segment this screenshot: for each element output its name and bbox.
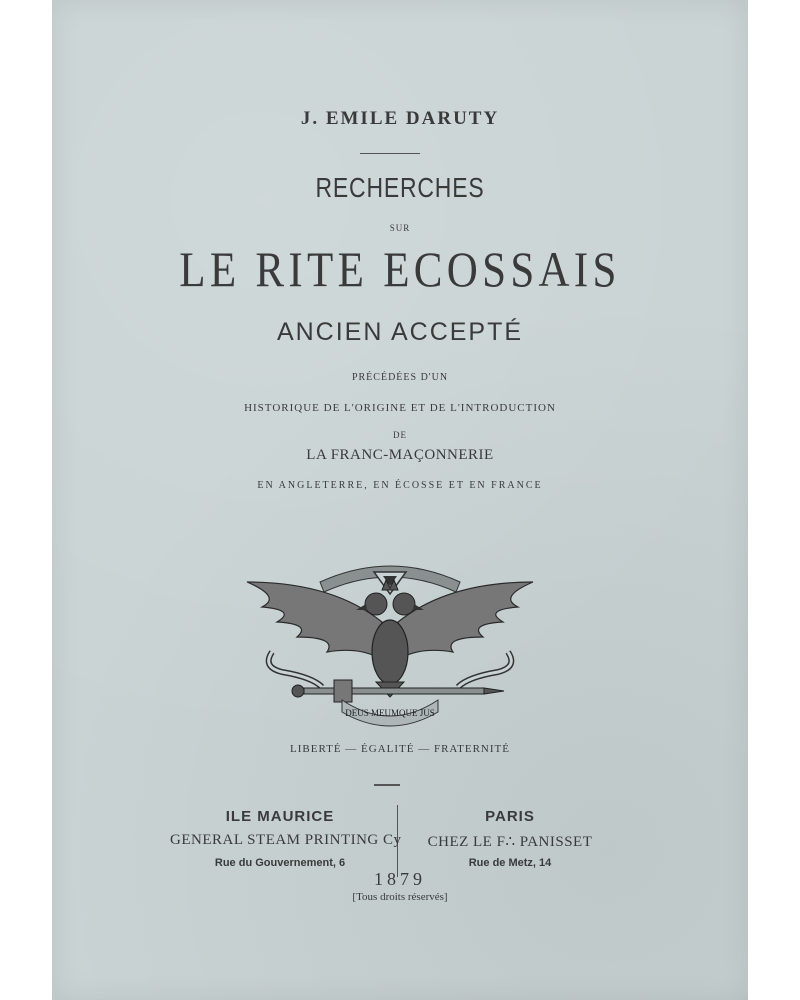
right-address: Rue de Metz, 14 bbox=[468, 857, 552, 869]
subtitle: ANCIEN ACCEPTÉ bbox=[276, 318, 524, 346]
title-divider bbox=[360, 153, 420, 154]
ornamental-dash bbox=[374, 784, 400, 786]
title-page bbox=[52, 0, 748, 1000]
right-printer: CHEZ LE F∴ PANISSET bbox=[427, 834, 593, 850]
places-text: EN ANGLETERRE, EN ÉCOSSE ET EN FRANCE bbox=[257, 480, 543, 491]
emblem-motto: DEUS MEUMQUE JUS bbox=[345, 708, 435, 718]
franc-maconnerie-text: LA FRANC-MAÇONNERIE bbox=[306, 447, 494, 463]
title-recherches: RECHERCHES bbox=[315, 172, 485, 203]
title-sur: SUR bbox=[389, 223, 411, 233]
right-city: PARIS bbox=[485, 808, 535, 825]
left-address: Rue du Gouvernement, 6 bbox=[214, 857, 346, 869]
author-name: J. EMILE DARUTY bbox=[300, 108, 500, 129]
motto: LIBERTÉ — ÉGALITÉ — FRATERNITÉ bbox=[290, 743, 510, 755]
rights-notice: [Tous droits réservés] bbox=[352, 891, 448, 903]
publication-year: 1879 bbox=[374, 869, 426, 889]
left-city: ILE MAURICE bbox=[225, 808, 335, 825]
historique-text: HISTORIQUE DE L'ORIGINE ET DE L'INTRODUCTION bbox=[244, 402, 556, 414]
preceded-text: PRÉCÉDÉES D'UN bbox=[351, 372, 449, 383]
left-printer: GENERAL STEAM PRINTING Cy bbox=[170, 832, 402, 848]
double-headed-eagle-emblem-icon bbox=[242, 552, 538, 732]
de-text: DE bbox=[393, 430, 407, 440]
main-title: LE RITE ECOSSAIS bbox=[179, 241, 621, 297]
